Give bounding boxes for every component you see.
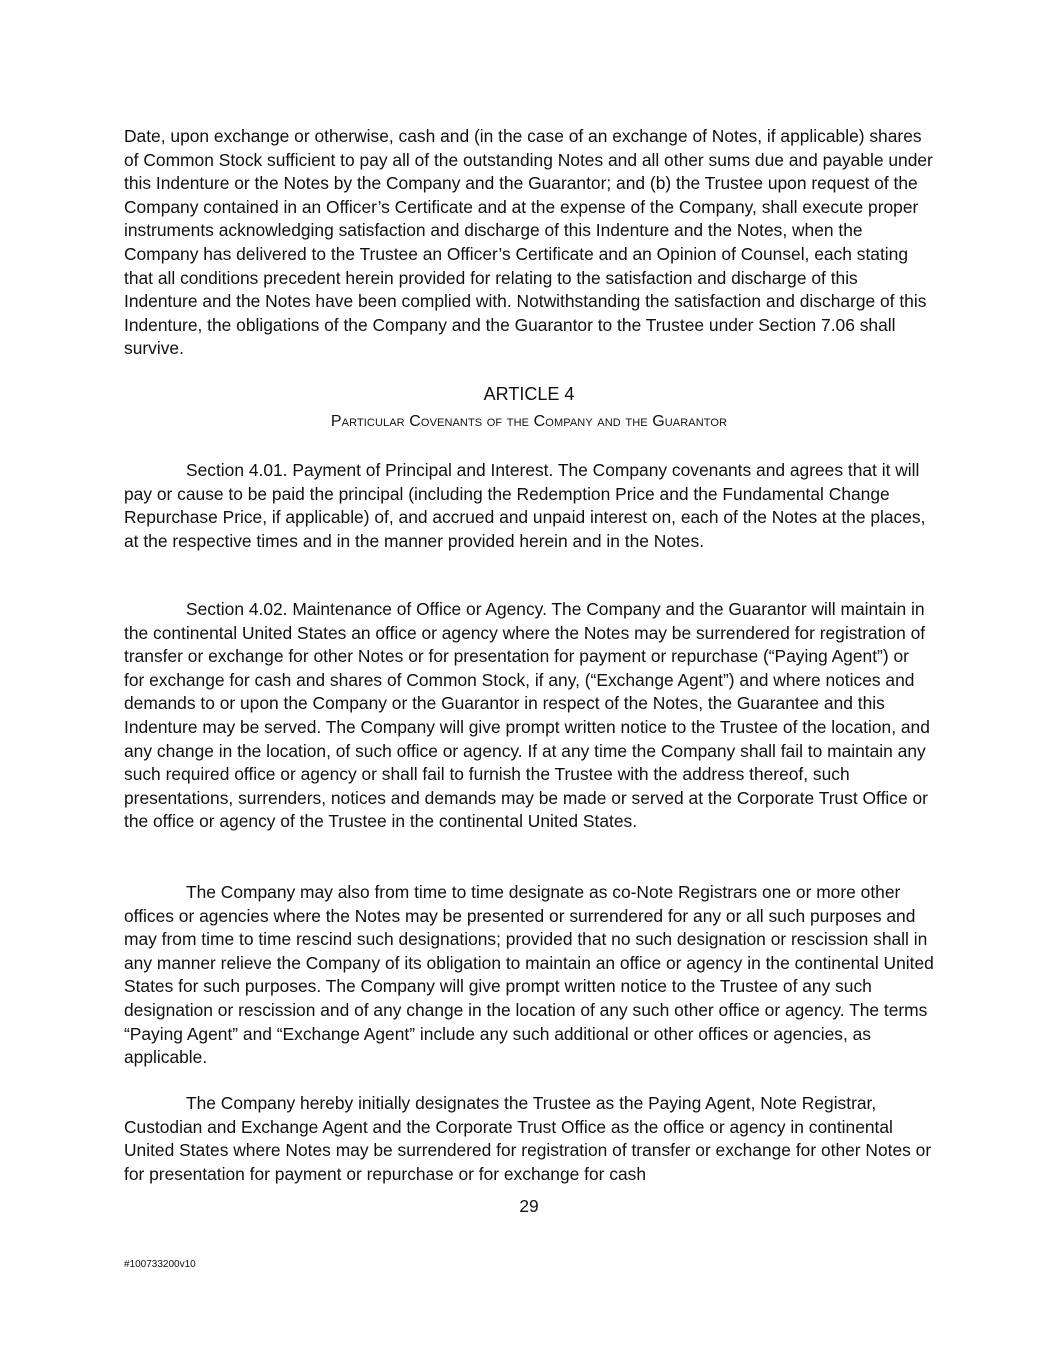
section-4-02-text: Section 4.02. Maintenance of Office or Agency. The Company and the Guarantor will maintain in the continental United States an office or agency where the Notes may be surrendered for registration of transfer or exchange for other Notes or for presentation for payment or repurchase (“Paying Agent”) or for exchange for cash and shares of Common Stock, if any, (“Exchange Agent”) and where notices and demands to or upon the Company or the Guarantor in respect of the Notes, the Guarantee and this Indenture may be served. The Company will give prompt written notice to the Trustee of the location, and any change in the location, of such office or agency. If at any time the Company shall fail to maintain any such required office or agency or shall fail to furnish the Trustee with the address thereof, such presentations, surrenders, notices and demands may be made or served at the Corporate Trust Office or the office or agency of the Trustee in the continental United States. xyxy=(124,599,930,832)
designates-text: The Company hereby initially designates the Trustee as the Paying Agent, Note Registrar, Custodian and Exchange Agent and the Corporate Trust Office as the office or agency in continental United States where Notes may be surrendered for registration of transfer or exchange for other Notes or for presentation for payment or repurchase or for exchange for cash xyxy=(124,1093,932,1184)
section-4-01-text: Section 4.01. Payment of Principal and Interest. The Company covenants and agrees that it will pay or cause to be paid the principal (including the Redemption Price and the Fundamental Change Repurchase Price, if applicable) of, and accrued and unpaid interest on, each of the Notes at the places, at the respective times and in the manner provided herein and in the Notes. xyxy=(124,460,926,551)
section-4-01-paragraph xyxy=(124,459,934,553)
page-number: 29 xyxy=(519,1196,539,1216)
co-registrars-paragraph xyxy=(124,881,934,1070)
document-id: #100733200v10 xyxy=(124,1259,196,1270)
continued-paragraph: Date, upon exchange or otherwise, cash and (in the case of an exchange of Notes, if applicable) shares of Common Stock sufficient to pay all of the outstanding Notes and all other sums due and payable under this Indenture or the Notes by the Company and the Guarantor; and (b) the Trustee upon request of the Company contained in an Officer’s Certificate and at the expense of the Company, shall execute proper instruments acknowledging satisfaction and discharge of this Indenture and the Notes, when the Company has delivered to the Trustee an Officer’s Certificate and an Opinion of Counsel, each stating that all conditions precedent herein provided for relating to the satisfaction and discharge of this Indenture and the Notes have been complied with. Notwithstanding the satisfaction and discharge of this Indenture, the obligations of the Company and the Guarantor to the Trustee under Section 7.06 shall survive. xyxy=(124,126,933,359)
article-title: ARTICLE 4 xyxy=(483,384,575,404)
co-registrars-text: The Company may also from time to time designate as co-Note Registrars one or more other offices or agencies where the Notes may be presented or surrendered for any or all such purposes and may from time to time rescind such designations; provided that no such designation or rescission shall in any manner relieve the Company of its obligation to maintain an office or agency in the continental United States for such purposes. The Company will give prompt written notice to the Trustee of any such designation or rescission and of any change in the location of any such other office or agency. The terms “Paying Agent” and “Exchange Agent” include any such additional or other offices or agencies, as applicable. xyxy=(124,882,934,1068)
section-4-02-paragraph xyxy=(124,598,934,834)
article-subtitle: Particular Covenants of the Company and the Guarantor xyxy=(330,413,728,430)
designates-paragraph xyxy=(124,1092,934,1186)
